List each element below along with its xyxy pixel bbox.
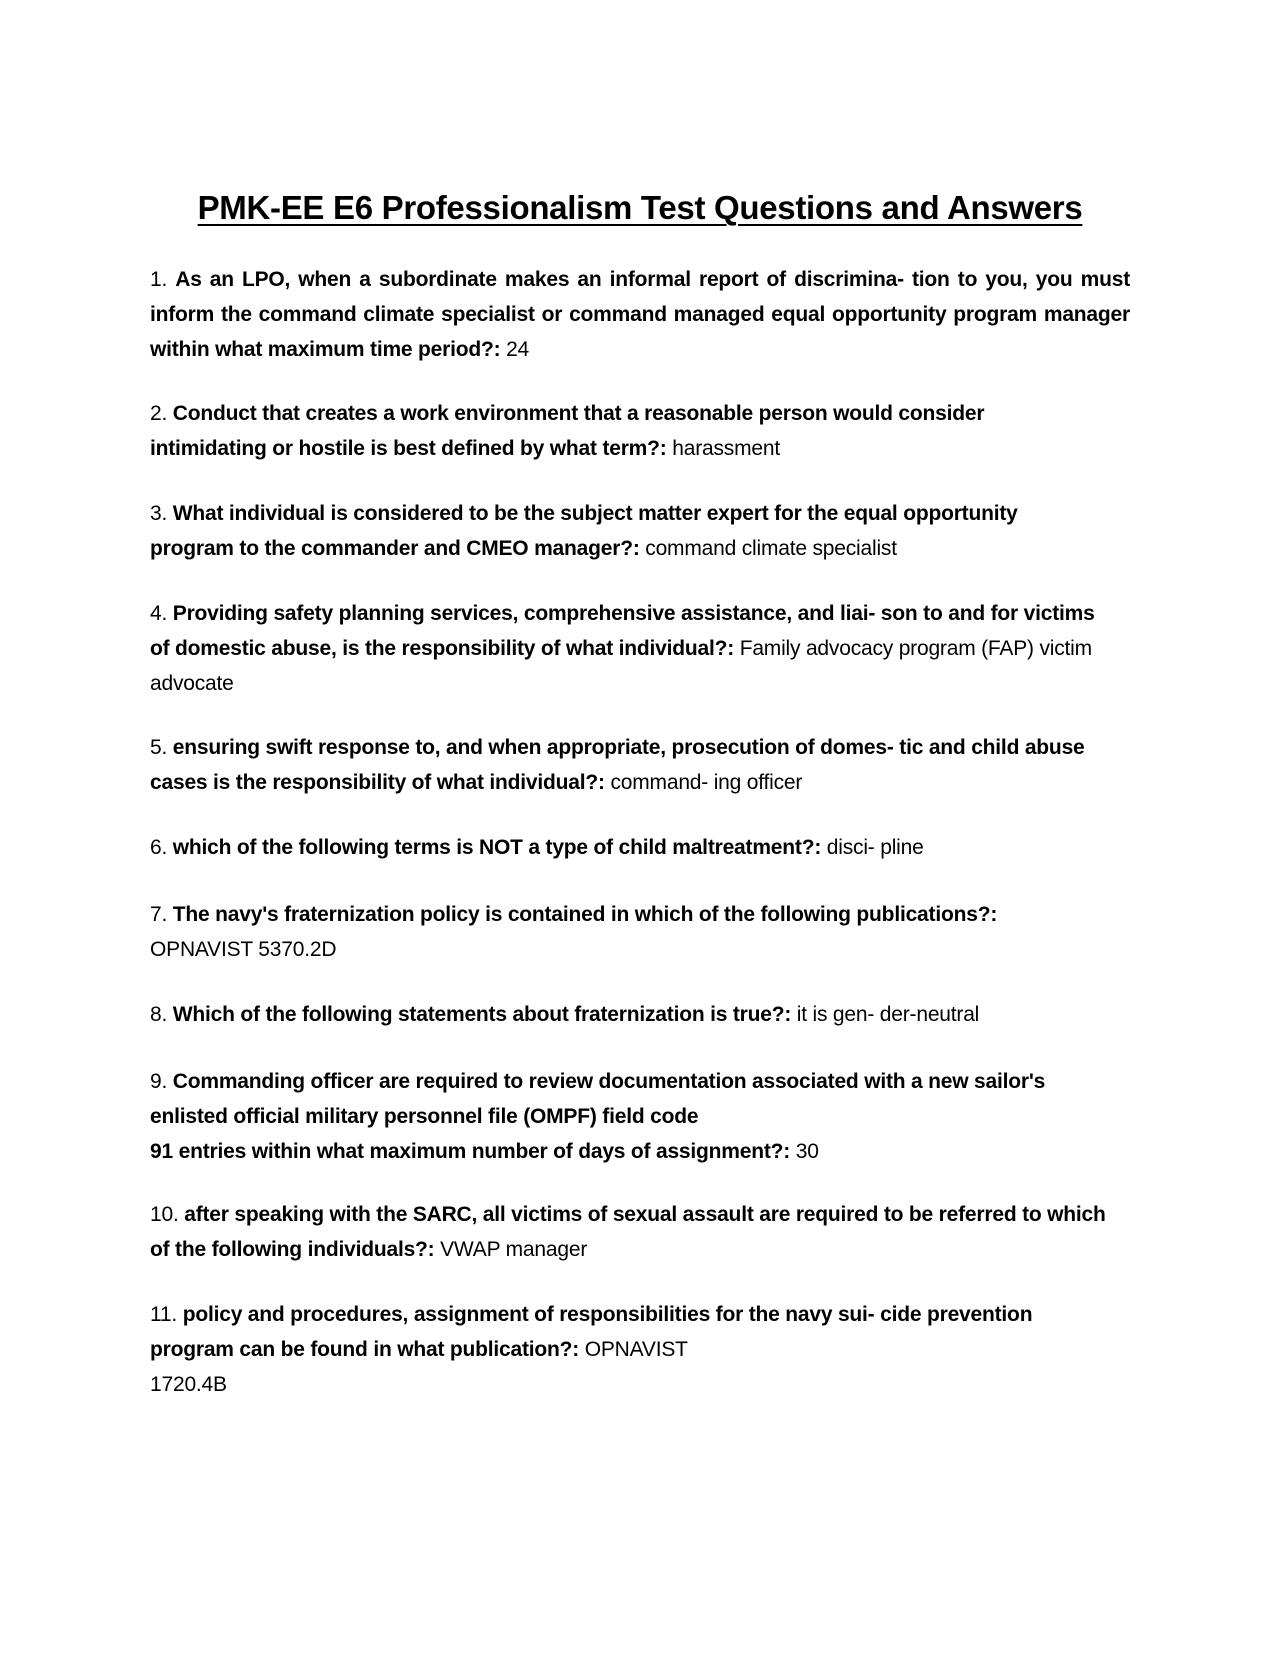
question-number: 11. (150, 1303, 178, 1326)
answer-text: VWAP manager (440, 1238, 588, 1261)
qa-item-2 (150, 396, 1030, 466)
question-text: What individual is considered to be the subject matter expert for the equal opportunity program to the commander and CMEO manager?: (150, 502, 1018, 560)
question-number: 7. (150, 903, 168, 926)
question-text: Conduct that creates a work environment that a reasonable person would consider intimidating or hostile is best defined by what term?: (150, 402, 985, 460)
answer-text-continued: 1720.4B (150, 1373, 227, 1396)
answer-text: OPNAVIST 5370.2D (150, 938, 337, 961)
question-text: after speaking with the SARC, all victims of sexual assault are required to be referred to which of the following individuals?: (150, 1203, 1106, 1261)
qa-item-1 (150, 262, 1130, 367)
answer-text: command- ing officer (610, 771, 803, 794)
answer-text: disci- pline (826, 836, 924, 859)
question-text: Commanding officer are required to review documentation associated with a new sailor's enlisted official military personnel file (OMPF) field code (150, 1070, 1046, 1128)
question-number: 1. (150, 268, 168, 291)
question-number: 3. (150, 502, 168, 525)
question-number: 9. (150, 1070, 168, 1093)
question-number: 6. (150, 836, 168, 859)
question-number: 5. (150, 736, 168, 759)
question-text: Which of the following statements about fraternization is true?: (172, 1003, 792, 1026)
answer-text: harassment (672, 437, 780, 460)
answer-text: 30 (795, 1140, 819, 1163)
answer-text: it is gen- der-neutral (796, 1003, 980, 1026)
question-number: 2. (150, 402, 168, 425)
question-text: policy and procedures, assignment of responsibilities for the navy sui- cide prevention program can be found in what publication?: (150, 1303, 1033, 1361)
question-text: As an LPO, when a subordinate makes an informal report of discrimina- tion to you, you must inform the command climate specialist or command managed equal opportunity program manager within what maximum time period?: (150, 268, 1130, 361)
question-text: ensuring swift response to, and when appropriate, prosecution of domes- tic and child abuse cases is the responsibility of what individual?: (150, 736, 1085, 794)
answer-text: Family advocacy program (FAP) victim advocate (150, 637, 1092, 695)
page-title: PMK-EE E6 Professionalism Test Questions and Answers (197, 189, 1083, 226)
qa-item-5 (150, 730, 1140, 800)
question-number: 10. (150, 1203, 179, 1226)
question-text: The navy's fraternization policy is contained in which of the following publications?: (172, 903, 998, 926)
qa-item-3 (150, 496, 1060, 566)
qa-item-4 (150, 596, 1110, 701)
answer-text: OPNAVIST (584, 1338, 688, 1361)
question-number: 8. (150, 1003, 168, 1026)
qa-item-7 (150, 897, 1050, 967)
qa-item-9 (150, 1064, 1110, 1169)
qa-item-11 (150, 1297, 1090, 1402)
qa-item-10 (150, 1197, 1110, 1267)
answer-text: command climate specialist (645, 537, 897, 560)
answer-text: 24 (506, 338, 530, 361)
question-number: 4. (150, 602, 168, 625)
qa-item-6 (150, 830, 1130, 865)
question-text: Providing safety planning services, comprehensive assistance, and liai- son to and for victims of domestic abuse, is the responsibility of what individual?: (150, 602, 1095, 660)
question-text-continued: 91 entries within what maximum number of days of assignment?: (150, 1140, 791, 1163)
qa-item-8 (150, 997, 1130, 1032)
question-text: which of the following terms is NOT a type of child maltreatment?: (172, 836, 822, 859)
